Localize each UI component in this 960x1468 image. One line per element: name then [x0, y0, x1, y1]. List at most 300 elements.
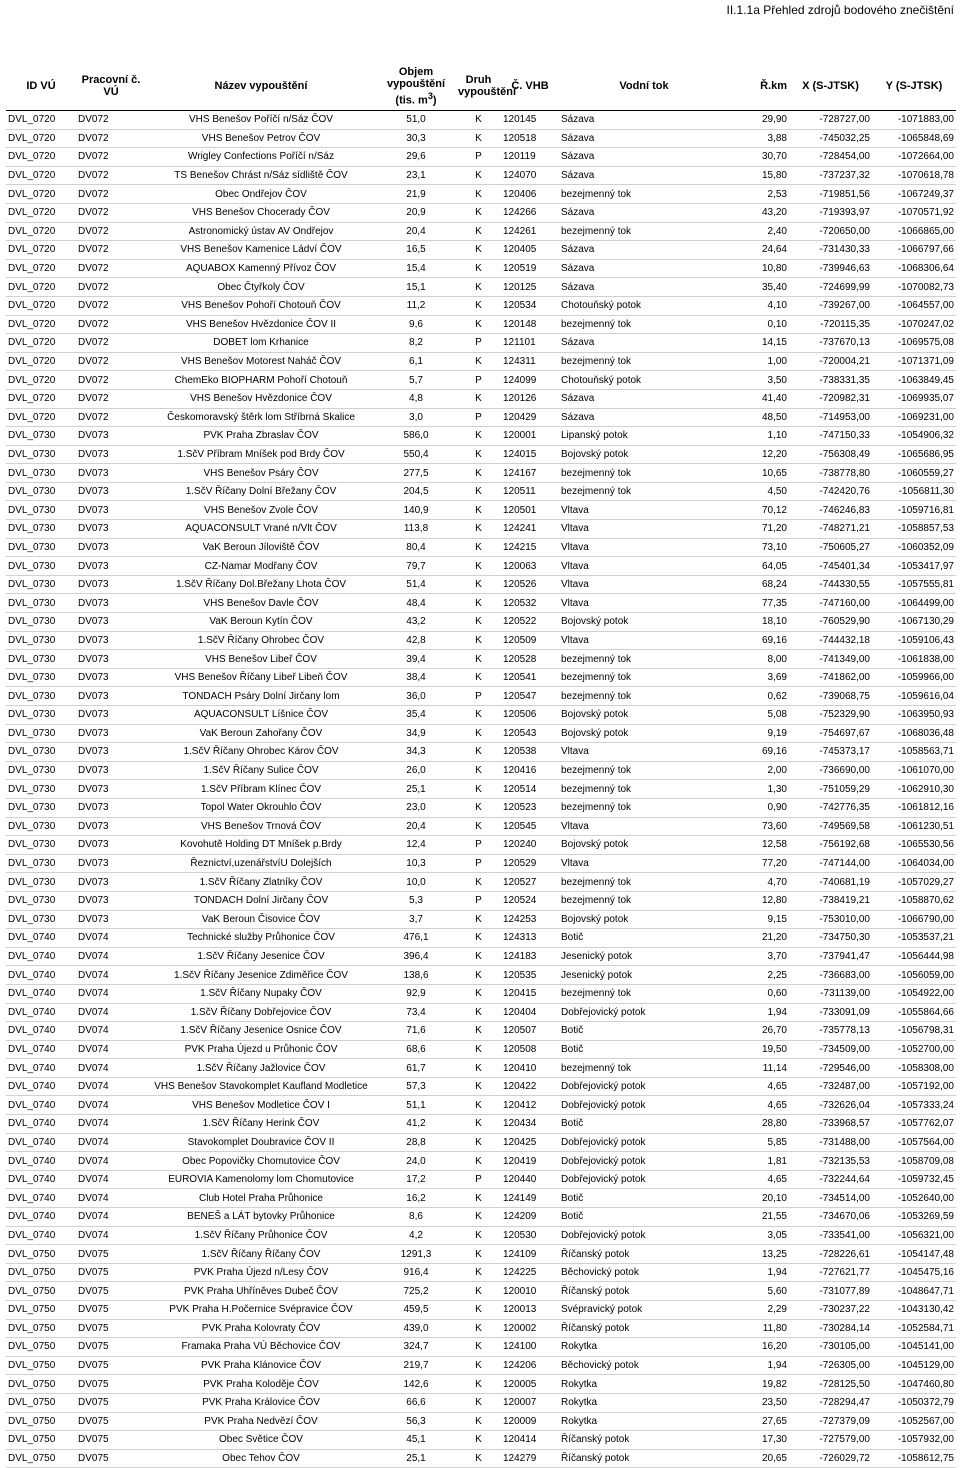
cell-nazev: 1.SčV Říčany Jesenice Zdiměřice ČOV	[146, 966, 376, 985]
cell-pracovni-cislo: DV073	[76, 575, 146, 594]
cell-id-vu: DVL_0730	[6, 743, 76, 762]
cell-vodni-tok: Sázava	[559, 278, 729, 297]
cell-y: -1053417,97	[872, 557, 956, 576]
cell-druh: K	[456, 1152, 501, 1171]
cell-druh: K	[456, 1096, 501, 1115]
cell-x: -750605,27	[789, 538, 872, 557]
cell-pracovni-cislo: DV073	[76, 464, 146, 483]
cell-id-vu: DVL_0720	[6, 352, 76, 371]
cell-nazev: PVK Praha Újezd n/Lesy ČOV	[146, 1263, 376, 1282]
table-row	[6, 743, 956, 762]
cell-vhb: 120538	[501, 743, 559, 762]
cell-objem: 73,4	[376, 1003, 456, 1022]
cell-druh: K	[456, 1263, 501, 1282]
cell-y: -1068036,48	[872, 724, 956, 743]
cell-rkm: 2,25	[729, 966, 789, 985]
cell-y: -1064557,00	[872, 296, 956, 315]
cell-id-vu: DVL_0730	[6, 575, 76, 594]
cell-id-vu: DVL_0730	[6, 798, 76, 817]
cell-druh: K	[456, 984, 501, 1003]
header-vodni-tok: Vodní tok	[559, 62, 729, 111]
cell-pracovni-cislo: DV074	[76, 966, 146, 985]
cell-vodni-tok: bezejmenný tok	[559, 687, 729, 706]
cell-druh: K	[456, 1356, 501, 1375]
cell-pracovni-cislo: DV073	[76, 724, 146, 743]
cell-vhb: 124099	[501, 371, 559, 390]
cell-y: -1057029,27	[872, 873, 956, 892]
cell-x: -730105,00	[789, 1338, 872, 1357]
cell-pracovni-cislo: DV073	[76, 891, 146, 910]
cell-rkm: 35,40	[729, 278, 789, 297]
table-row	[6, 334, 956, 353]
cell-id-vu: DVL_0730	[6, 724, 76, 743]
cell-druh: K	[456, 1003, 501, 1022]
cell-druh: K	[456, 464, 501, 483]
cell-pracovni-cislo: DV073	[76, 538, 146, 557]
cell-x: -719851,56	[789, 185, 872, 204]
cell-objem: 396,4	[376, 947, 456, 966]
cell-vhb: 120509	[501, 631, 559, 650]
cell-y: -1053537,21	[872, 929, 956, 948]
cell-y: -1070618,78	[872, 166, 956, 185]
cell-pracovni-cislo: DV075	[76, 1245, 146, 1264]
cell-pracovni-cislo: DV072	[76, 389, 146, 408]
cell-objem: 42,8	[376, 631, 456, 650]
cell-pracovni-cislo: DV072	[76, 408, 146, 427]
cell-druh: K	[456, 278, 501, 297]
cell-objem: 66,6	[376, 1393, 456, 1412]
cell-objem: 324,7	[376, 1338, 456, 1357]
cell-vhb: 120547	[501, 687, 559, 706]
cell-nazev: BENEŠ a LÁT bytovky Průhonice	[146, 1208, 376, 1227]
table-row	[6, 668, 956, 687]
cell-vhb: 120532	[501, 594, 559, 613]
cell-druh: K	[456, 1449, 501, 1468]
cell-y: -1045475,16	[872, 1263, 956, 1282]
cell-nazev: Řeznictví,uzenářstvíU Dolejších	[146, 854, 376, 873]
cell-druh: K	[456, 817, 501, 836]
cell-rkm: 3,69	[729, 668, 789, 687]
cell-nazev: 1.SčV Příbram Klínec ČOV	[146, 780, 376, 799]
cell-pracovni-cislo: DV074	[76, 1133, 146, 1152]
cell-x: -738778,80	[789, 464, 872, 483]
cell-pracovni-cislo: DV074	[76, 1040, 146, 1059]
cell-x: -744432,18	[789, 631, 872, 650]
cell-x: -737670,13	[789, 334, 872, 353]
header-pracovni-cislo: Pracovní č. VÚ	[76, 62, 146, 111]
cell-vhb: 120005	[501, 1375, 559, 1394]
cell-rkm: 41,40	[729, 389, 789, 408]
cell-druh: K	[456, 910, 501, 929]
cell-vhb: 124279	[501, 1449, 559, 1468]
cell-y: -1069575,08	[872, 334, 956, 353]
cell-objem: 17,2	[376, 1170, 456, 1189]
cell-pracovni-cislo: DV073	[76, 743, 146, 762]
cell-rkm: 0,10	[729, 315, 789, 334]
cell-vodni-tok: Bojovský potok	[559, 836, 729, 855]
cell-rkm: 30,70	[729, 148, 789, 167]
cell-nazev: VHS Benešov Hvězdonice ČOV II	[146, 315, 376, 334]
cell-druh: K	[456, 166, 501, 185]
cell-y: -1058709,08	[872, 1152, 956, 1171]
table-row	[6, 1115, 956, 1134]
cell-vhb: 120425	[501, 1133, 559, 1152]
cell-rkm: 27,65	[729, 1412, 789, 1431]
cell-objem: 277,5	[376, 464, 456, 483]
cell-druh: K	[456, 631, 501, 650]
cell-x: -732244,64	[789, 1170, 872, 1189]
cell-druh: K	[456, 650, 501, 669]
cell-objem: 1291,3	[376, 1245, 456, 1264]
cell-id-vu: DVL_0730	[6, 482, 76, 501]
table-row	[6, 1096, 956, 1115]
cell-pracovni-cislo: DV072	[76, 352, 146, 371]
cell-druh: K	[456, 203, 501, 222]
cell-druh: K	[456, 1077, 501, 1096]
cell-rkm: 77,35	[729, 594, 789, 613]
cell-vhb: 124261	[501, 222, 559, 241]
cell-vodni-tok: Říčanský potok	[559, 1431, 729, 1450]
cell-rkm: 4,65	[729, 1096, 789, 1115]
cell-rkm: 2,29	[729, 1301, 789, 1320]
cell-y: -1061812,16	[872, 798, 956, 817]
cell-y: -1070247,02	[872, 315, 956, 334]
table-row	[6, 1393, 956, 1412]
cell-objem: 51,4	[376, 575, 456, 594]
cell-objem: 3,0	[376, 408, 456, 427]
cell-nazev: PVK Praha Koloděje ČOV	[146, 1375, 376, 1394]
cell-vhb: 124209	[501, 1208, 559, 1227]
table-body	[6, 111, 956, 1468]
table-row	[6, 1059, 956, 1078]
cell-pracovni-cislo: DV073	[76, 613, 146, 632]
cell-rkm: 71,20	[729, 520, 789, 539]
cell-objem: 219,7	[376, 1356, 456, 1375]
cell-rkm: 0,62	[729, 687, 789, 706]
cell-objem: 56,3	[376, 1412, 456, 1431]
cell-vhb: 120506	[501, 706, 559, 725]
cell-rkm: 1,00	[729, 352, 789, 371]
cell-id-vu: DVL_0720	[6, 166, 76, 185]
cell-pracovni-cislo: DV073	[76, 594, 146, 613]
cell-x: -727579,00	[789, 1431, 872, 1450]
cell-nazev: CZ-Namar Modřany ČOV	[146, 557, 376, 576]
cell-druh: K	[456, 1022, 501, 1041]
table-row	[6, 464, 956, 483]
cell-x: -720115,35	[789, 315, 872, 334]
cell-y: -1059716,81	[872, 501, 956, 520]
cell-objem: 43,2	[376, 613, 456, 632]
cell-vodni-tok: bezejmenný tok	[559, 984, 729, 1003]
cell-y: -1069231,00	[872, 408, 956, 427]
cell-pracovni-cislo: DV074	[76, 1096, 146, 1115]
cell-rkm: 69,16	[729, 743, 789, 762]
cell-id-vu: DVL_0730	[6, 464, 76, 483]
cell-rkm: 28,80	[729, 1115, 789, 1134]
cell-x: -752329,90	[789, 706, 872, 725]
cell-vodni-tok: Dobřejovický potok	[559, 1226, 729, 1245]
cell-y: -1047460,80	[872, 1375, 956, 1394]
cell-id-vu: DVL_0750	[6, 1319, 76, 1338]
cell-vodni-tok: Bojovský potok	[559, 613, 729, 632]
header-y-sjtsk: Y (S-JTSK)	[872, 62, 956, 111]
cell-id-vu: DVL_0750	[6, 1301, 76, 1320]
cell-objem: 142,6	[376, 1375, 456, 1394]
cell-nazev: Framaka Praha VÚ Běchovice ČOV	[146, 1338, 376, 1357]
cell-id-vu: DVL_0720	[6, 389, 76, 408]
cell-rkm: 16,20	[729, 1338, 789, 1357]
cell-nazev: Technické služby Průhonice ČOV	[146, 929, 376, 948]
cell-x: -732626,04	[789, 1096, 872, 1115]
cell-pracovni-cislo: DV073	[76, 910, 146, 929]
cell-vhb: 120543	[501, 724, 559, 743]
cell-rkm: 70,12	[729, 501, 789, 520]
table-row	[6, 166, 956, 185]
cell-vodni-tok: Rokytka	[559, 1412, 729, 1431]
cell-nazev: Wrigley Confections Poříčí n/Sáz	[146, 148, 376, 167]
cell-y: -1064034,00	[872, 854, 956, 873]
cell-druh: P	[456, 1170, 501, 1189]
cell-pracovni-cislo: DV073	[76, 687, 146, 706]
cell-rkm: 9,19	[729, 724, 789, 743]
cell-druh: P	[456, 854, 501, 873]
cell-objem: 23,0	[376, 798, 456, 817]
cell-vhb: 120429	[501, 408, 559, 427]
cell-x: -731430,33	[789, 241, 872, 260]
cell-id-vu: DVL_0720	[6, 111, 76, 130]
cell-x: -732135,53	[789, 1152, 872, 1171]
cell-vhb: 120518	[501, 129, 559, 148]
cell-vodni-tok: Běchovický potok	[559, 1263, 729, 1282]
cell-id-vu: DVL_0730	[6, 631, 76, 650]
cell-vhb: 124015	[501, 445, 559, 464]
cell-pracovni-cislo: DV073	[76, 817, 146, 836]
header-nazev-vypousteni: Název vypouštění	[146, 62, 376, 111]
cell-id-vu: DVL_0740	[6, 1059, 76, 1078]
cell-rkm: 48,50	[729, 408, 789, 427]
cell-vodni-tok: Sázava	[559, 203, 729, 222]
cell-objem: 51,1	[376, 1096, 456, 1115]
cell-x: -746246,83	[789, 501, 872, 520]
table-row	[6, 1077, 956, 1096]
cell-x: -732487,00	[789, 1077, 872, 1096]
cell-x: -741349,00	[789, 650, 872, 669]
cell-rkm: 18,10	[729, 613, 789, 632]
cell-id-vu: DVL_0730	[6, 910, 76, 929]
cell-vodni-tok: bezejmenný tok	[559, 185, 729, 204]
cell-vodni-tok: Sázava	[559, 334, 729, 353]
cell-vodni-tok: Sázava	[559, 259, 729, 278]
cell-vodni-tok: Botič	[559, 1189, 729, 1208]
cell-objem: 6,1	[376, 352, 456, 371]
cell-vodni-tok: Bojovský potok	[559, 910, 729, 929]
cell-x: -728125,50	[789, 1375, 872, 1394]
table-row	[6, 1338, 956, 1357]
cell-objem: 23,1	[376, 166, 456, 185]
cell-vhb: 120523	[501, 798, 559, 817]
cell-y: -1061230,51	[872, 817, 956, 836]
document-title: II.1.1a Přehled zdrojů bodového znečištění	[726, 3, 954, 17]
cell-rkm: 11,14	[729, 1059, 789, 1078]
cell-pracovni-cislo: DV074	[76, 1077, 146, 1096]
cell-objem: 34,9	[376, 724, 456, 743]
cell-druh: K	[456, 780, 501, 799]
table-row	[6, 929, 956, 948]
cell-nazev: VaK Beroun Čisovice ČOV	[146, 910, 376, 929]
cell-druh: K	[456, 1208, 501, 1227]
cell-x: -734509,00	[789, 1040, 872, 1059]
cell-id-vu: DVL_0740	[6, 1133, 76, 1152]
cell-vodni-tok: Vltava	[559, 575, 729, 594]
cell-y: -1058857,53	[872, 520, 956, 539]
cell-id-vu: DVL_0720	[6, 315, 76, 334]
cell-druh: K	[456, 241, 501, 260]
cell-id-vu: DVL_0730	[6, 501, 76, 520]
table-row	[6, 427, 956, 446]
table-row	[6, 984, 956, 1003]
cell-druh: P	[456, 334, 501, 353]
cell-druh: K	[456, 389, 501, 408]
cell-vhb: 120001	[501, 427, 559, 446]
table-row	[6, 1245, 956, 1264]
cell-vodni-tok: bezejmenný tok	[559, 650, 729, 669]
cell-nazev: PVK Praha Uhříněves Dubeč ČOV	[146, 1282, 376, 1301]
cell-id-vu: DVL_0750	[6, 1412, 76, 1431]
cell-id-vu: DVL_0750	[6, 1356, 76, 1375]
cell-rkm: 69,16	[729, 631, 789, 650]
cell-druh: K	[456, 1282, 501, 1301]
cell-vhb: 120528	[501, 650, 559, 669]
cell-pracovni-cislo: DV072	[76, 166, 146, 185]
table-row	[6, 817, 956, 836]
cell-vhb: 124266	[501, 203, 559, 222]
cell-id-vu: DVL_0740	[6, 1096, 76, 1115]
cell-vhb: 120519	[501, 259, 559, 278]
table-row	[6, 873, 956, 892]
cell-vodni-tok: Dobřejovický potok	[559, 1003, 729, 1022]
cell-druh: K	[456, 129, 501, 148]
cell-x: -731077,89	[789, 1282, 872, 1301]
cell-id-vu: DVL_0740	[6, 1040, 76, 1059]
cell-druh: K	[456, 352, 501, 371]
cell-x: -756308,49	[789, 445, 872, 464]
cell-y: -1069935,07	[872, 389, 956, 408]
cell-y: -1043130,42	[872, 1301, 956, 1320]
cell-y: -1067249,37	[872, 185, 956, 204]
cell-id-vu: DVL_0730	[6, 557, 76, 576]
cell-rkm: 1,94	[729, 1003, 789, 1022]
cell-vhb: 124215	[501, 538, 559, 557]
cell-vodni-tok: bezejmenný tok	[559, 798, 729, 817]
cell-vodni-tok: Běchovický potok	[559, 1356, 729, 1375]
cell-druh: K	[456, 1133, 501, 1152]
cell-nazev: VHS Benešov Trnová ČOV	[146, 817, 376, 836]
cell-y: -1052567,00	[872, 1412, 956, 1431]
cell-id-vu: DVL_0750	[6, 1449, 76, 1468]
cell-rkm: 17,30	[729, 1431, 789, 1450]
cell-pracovni-cislo: DV075	[76, 1338, 146, 1357]
cell-pracovni-cislo: DV072	[76, 148, 146, 167]
cell-objem: 25,1	[376, 1449, 456, 1468]
cell-nazev: 1.SčV Říčany Herink ČOV	[146, 1115, 376, 1134]
cell-nazev: 1.SčV Říčany Jesenice ČOV	[146, 947, 376, 966]
cell-objem: 79,7	[376, 557, 456, 576]
cell-x: -742420,76	[789, 482, 872, 501]
cell-vodni-tok: Bojovský potok	[559, 445, 729, 464]
cell-vodni-tok: Rokytka	[559, 1393, 729, 1412]
cell-id-vu: DVL_0750	[6, 1245, 76, 1264]
cell-id-vu: DVL_0720	[6, 241, 76, 260]
cell-vodni-tok: Botič	[559, 1208, 729, 1227]
cell-vhb: 120125	[501, 278, 559, 297]
cell-vhb: 120013	[501, 1301, 559, 1320]
cell-druh: K	[456, 947, 501, 966]
cell-y: -1058870,62	[872, 891, 956, 910]
cell-vodni-tok: Vltava	[559, 594, 729, 613]
cell-vodni-tok: Vltava	[559, 817, 729, 836]
cell-y: -1060352,09	[872, 538, 956, 557]
cell-y: -1057192,00	[872, 1077, 956, 1096]
cell-nazev: Obec Popovičky Chomutovice ČOV	[146, 1152, 376, 1171]
cell-vodni-tok: Vltava	[559, 501, 729, 520]
cell-nazev: 1.SčV Říčany Nupaky ČOV	[146, 984, 376, 1003]
cell-objem: 21,9	[376, 185, 456, 204]
cell-x: -734670,06	[789, 1208, 872, 1227]
cell-id-vu: DVL_0740	[6, 984, 76, 1003]
cell-nazev: 1.SčV Říčany Říčany ČOV	[146, 1245, 376, 1264]
cell-vhb: 120530	[501, 1226, 559, 1245]
cell-rkm: 9,15	[729, 910, 789, 929]
cell-x: -739267,00	[789, 296, 872, 315]
cell-vodni-tok: bezejmenný tok	[559, 761, 729, 780]
cell-x: -756192,68	[789, 836, 872, 855]
cell-x: -751059,29	[789, 780, 872, 799]
table-row	[6, 501, 956, 520]
cell-x: -740681,19	[789, 873, 872, 892]
cell-nazev: 1.SčV Říčany Zlatníky ČOV	[146, 873, 376, 892]
cell-vhb: 120415	[501, 984, 559, 1003]
cell-y: -1060559,27	[872, 464, 956, 483]
table-row	[6, 371, 956, 390]
cell-objem: 439,0	[376, 1319, 456, 1338]
cell-x: -730284,14	[789, 1319, 872, 1338]
cell-vhb: 120422	[501, 1077, 559, 1096]
header-x-sjtsk: X (S-JTSK)	[789, 62, 872, 111]
cell-id-vu: DVL_0730	[6, 594, 76, 613]
cell-id-vu: DVL_0730	[6, 613, 76, 632]
cell-nazev: VHS Benešov Říčany Libeř Libeň ČOV	[146, 668, 376, 687]
cell-objem: 204,5	[376, 482, 456, 501]
cell-vodni-tok: Svépravický potok	[559, 1301, 729, 1320]
cell-druh: K	[456, 798, 501, 817]
cell-druh: K	[456, 315, 501, 334]
pollution-sources-table	[6, 62, 956, 1468]
cell-x: -726305,00	[789, 1356, 872, 1375]
cell-druh: K	[456, 929, 501, 948]
cell-rkm: 12,20	[729, 445, 789, 464]
cell-rkm: 15,80	[729, 166, 789, 185]
table-row	[6, 1412, 956, 1431]
cell-druh: P	[456, 371, 501, 390]
cell-vodni-tok: Sázava	[559, 166, 729, 185]
cell-vhb: 124167	[501, 464, 559, 483]
cell-rkm: 4,65	[729, 1170, 789, 1189]
cell-rkm: 2,53	[729, 185, 789, 204]
cell-x: -724699,99	[789, 278, 872, 297]
cell-nazev: VHS Benešov Motorest Naháč ČOV	[146, 352, 376, 371]
cell-druh: K	[456, 501, 501, 520]
cell-id-vu: DVL_0750	[6, 1282, 76, 1301]
